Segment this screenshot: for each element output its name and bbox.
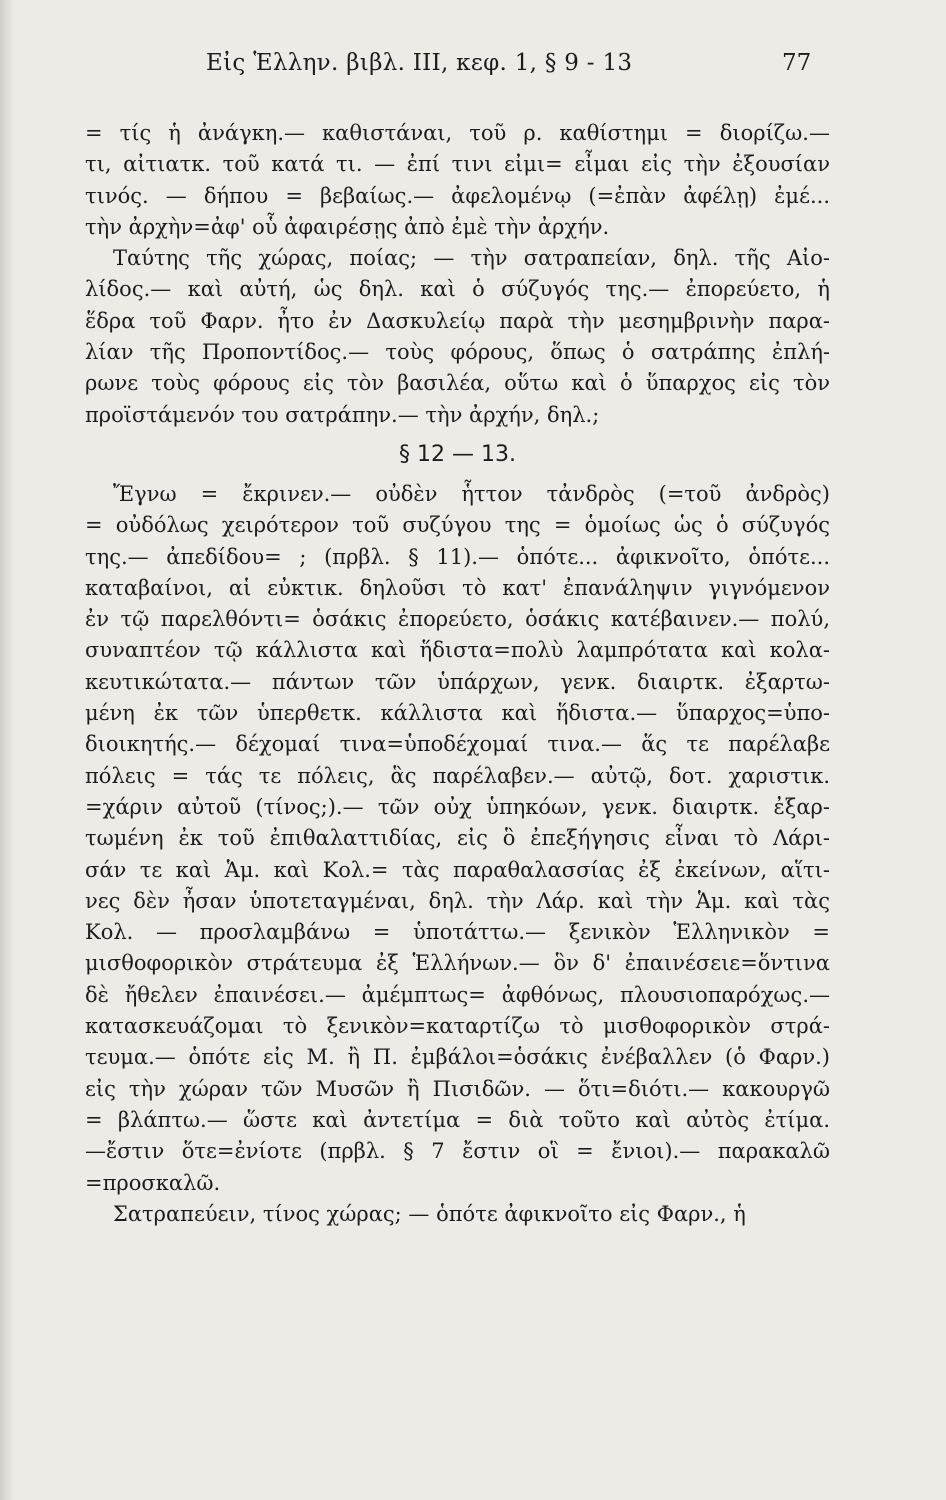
text-line: ἕδρα τοῦ Φαρν. ἦτο ἐν Δασκυλείῳ παρὰ τὴν μεσημβρινὴν παρα- bbox=[85, 308, 830, 333]
text-line: τωμένη ἐκ τοῦ ἐπιθαλαττιδίας, εἰς ὃ ἐπεξήγησις εἶναι τὸ Λάρι- bbox=[85, 826, 830, 851]
page-number: 77 bbox=[782, 50, 812, 76]
text-line: λίδος.— καὶ αὐτή, ὡς δηλ. καὶ ὁ σύζυγός της.— ἐπορεύετο, ἡ bbox=[85, 277, 830, 302]
page-gutter-shadow bbox=[0, 0, 14, 1500]
text-line: —ἔστιν ὅτε=ἐνίοτε (πρβλ. § 7 ἔστιν οἳ = ἔνιοι).— παρακαλῶ bbox=[85, 1139, 830, 1164]
text-line: πόλεις = τάς τε πόλεις, ἃς παρέλαβεν.— αὐτῷ, δοτ. χαριστικ. bbox=[85, 763, 830, 788]
text-line: τευμα.— ὁπότε εἰς Μ. ἢ Π. ἐμβάλοι=ὁσάκις ἐνέβαλλεν (ὁ Φαρν.) bbox=[85, 1045, 830, 1070]
text-line: της.— ἀπεδίδου= ; (πρβλ. § 11).— ὁπότε... ἀφικνοῖτο, ὁπότε... bbox=[85, 544, 830, 569]
text-line: μένη ἐκ τῶν ὑπερθετκ. κάλλιστα καὶ ἥδιστα.— ὕπαρχος=ὑπο- bbox=[85, 701, 830, 726]
text-line: δὲ ἤθελεν ἐπαινέσει.— ἀμέμπτως= ἀφθόνως, πλουσιοπαρόχως.— bbox=[85, 982, 830, 1007]
text-line: Ἔγνω = ἔκρινεν.— οὐδὲν ἧττον τἀνδρὸς (=τοῦ ἀνδρὸς) bbox=[113, 481, 830, 506]
page-body bbox=[85, 118, 830, 1230]
text-line: = τίς ἡ ἀνάγκη.— καθιστάναι, τοῦ ρ. καθίστημι = διορίζω.— bbox=[85, 121, 830, 145]
text-line: ἐν τῷ παρελθόντι= ὁσάκις ἐπορεύετο, ὁσάκις κατέβαινεν.— πολύ, bbox=[85, 607, 830, 632]
text-line: Κολ. — προσλαμβάνω = ὑποτάττω.— ξενικὸν Ἑλληνικὸν = bbox=[85, 920, 830, 945]
text-line: μισθοφορικὸν στράτευμα ἐξ Ἑλλήνων.— ὃν δ' ἐπαινέσειε=ὅντινα bbox=[85, 951, 830, 976]
text-line: =προσκαλῶ. bbox=[85, 1170, 221, 1195]
text-line: διοικητής.— δέχομαί τινα=ὑποδέχομαί τινα.— ἅς τε παρέλαβε bbox=[85, 732, 830, 757]
text-line: = βλάπτω.— ὥστε καὶ ἀντετίμα = διὰ τοῦτο καὶ αὐτὸς ἐτίμα. bbox=[85, 1107, 830, 1132]
text-line: καταβαίνοι, αἱ εὐκτικ. δηλοῦσι τὸ κατ' ἐπανάληψιν γιγνόμενον bbox=[85, 575, 830, 600]
text-line: σάν τε καὶ Ἁμ. καὶ Κολ.= τὰς παραθαλασσίας ἐξ ἐκείνων, αἵτι- bbox=[85, 857, 830, 882]
text-line: τινός. — δήπου = βεβαίως.— ἀφελομένῳ (=ἐπὰν ἀφέλῃ) ἐμέ... bbox=[85, 183, 830, 208]
page-header bbox=[0, 50, 946, 90]
text-line: =χάριν αὐτοῦ (τίνος;).— τῶν οὐχ ὑπηκόων, γενκ. διαιρτκ. ἐξαρ- bbox=[85, 794, 830, 819]
text-line: κατασκευάζομαι τὸ ξενικὸν=καταρτίζω τὸ μισθοφορικὸν στρά- bbox=[85, 1014, 830, 1039]
text-line: λίαν τῆς Προποντίδος.— τοὺς φόρους, ὅπως ὁ σατράπης ἐπλή- bbox=[85, 340, 830, 365]
section-heading: § 12 — 13. bbox=[399, 441, 516, 467]
text-line: ρωνε τοὺς φόρους εἰς τὸν βασιλέα, οὕτω καὶ ὁ ὕπαρχος εἰς τὸν bbox=[85, 371, 830, 396]
running-head: Εἰς Ἑλλην. βιβλ. ΙΙΙ, κεφ. 1, § 9 - 13 bbox=[206, 50, 633, 76]
text-line: νες δὲν ἦσαν ὑποτεταγμέναι, δηλ. τὴν Λάρ. καὶ τὴν Ἁμ. καὶ τὰς bbox=[85, 888, 830, 913]
text-line: = οὐδόλως χειρότερον τοῦ συζύγου της = ὁμοίως ὡς ὁ σύζυγός bbox=[85, 513, 830, 538]
text-line: τὴν ἀρχὴν=ἀφ' οὗ ἀφαιρέσῃς ἀπὸ ἐμὲ τὴν ἀρχήν. bbox=[85, 214, 610, 239]
text-line: Ταύτης τῆς χώρας, ποίας; — τὴν σατραπείαν, δηλ. τῆς Αἰο- bbox=[113, 246, 830, 271]
text-line: συναπτέον τῷ κάλλιστα καὶ ἥδιστα=πολὺ λαμπρότατα καὶ κολα- bbox=[85, 638, 830, 663]
text-line: εἰς τὴν χώραν τῶν Μυσῶν ἢ Πισιδῶν. — ὅτι=διότι.— κακουργῶ bbox=[85, 1076, 830, 1101]
text-line: προϊστάμενόν του σατράπην.— τὴν ἀρχήν, δηλ.; bbox=[85, 402, 600, 427]
text-line: Σατραπεύειν, τίνος χώρας; — ὁπότε ἀφικνοῖτο εἰς Φαρν., ἡ bbox=[113, 1201, 746, 1226]
text-line: τι, αἰτιατκ. τοῦ κατά τι. — ἐπί τινι εἰμι= εἶμαι εἰς τὴν ἐξουσίαν bbox=[85, 152, 830, 177]
commentary-block-2 bbox=[85, 479, 830, 1230]
text-line: κευτικώτατα.— πάντων τῶν ὑπάρχων, γενκ. διαιρτκ. ἐξαρτω- bbox=[85, 669, 830, 694]
commentary-block-1 bbox=[85, 118, 830, 431]
